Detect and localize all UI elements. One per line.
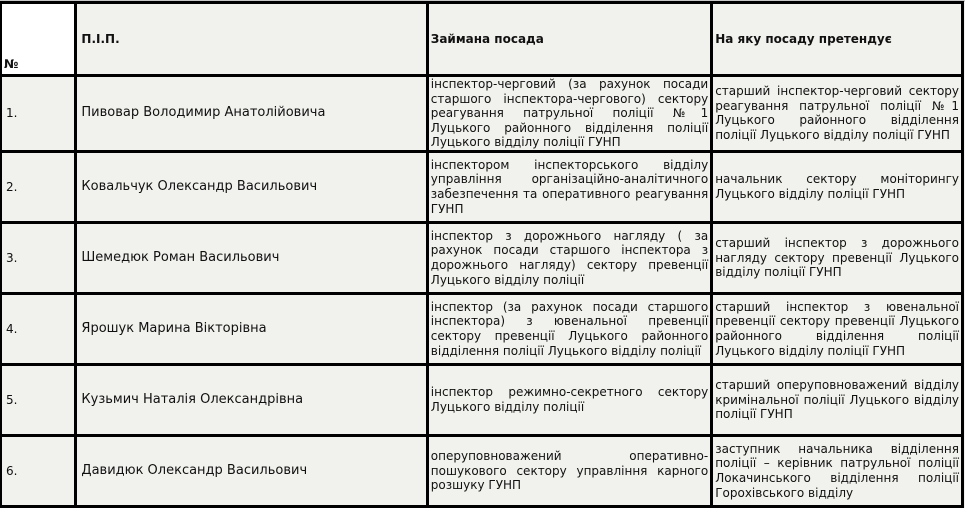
row-current-position-cell[interactable]: інспектор режимно-секретного сектору Луцького відділу поліції <box>427 364 711 435</box>
table-row <box>1 435 963 506</box>
row-name-cell[interactable]: Пивовар Володимир Анатолійовича <box>76 76 427 152</box>
table-row <box>1 364 963 435</box>
row-target-position-cell[interactable]: старший інспектор з дорожнього нагляду сектору превенції Луцького відділу поліції ГУНП <box>712 222 963 293</box>
row-name-cell[interactable]: Кузьмич Наталія Олександрівна <box>76 364 427 435</box>
row-current-position-cell[interactable]: інспектор-черговий (за рахунок посади старшого інспектора-чергового) сектору реагування патрульної поліції №1 Луцького районного відділення поліції Луцького відділу поліції ГУНП <box>427 76 711 152</box>
candidates-table <box>0 1 964 508</box>
header-num-cell[interactable]: № <box>1 3 76 76</box>
row-num-cell[interactable]: 1. <box>1 76 76 152</box>
row-num-cell[interactable]: 4. <box>1 293 76 364</box>
row-target-position-cell[interactable]: заступник начальника відділення поліції – керівник патрульної поліції Локачинського відділення поліції Горохівського відділу <box>712 435 963 506</box>
row-target-position-cell[interactable]: старший оперуповноважений відділу кримінальної поліції Луцького відділу поліції ГУНП <box>712 364 963 435</box>
row-current-position-cell[interactable]: інспектор (за рахунок посади старшого інспектора) з ювенальної превенції сектору превенції Луцького районного відділення поліції Луцького відділу поліції <box>427 293 711 364</box>
table-row <box>1 151 963 222</box>
header-row <box>1 3 963 76</box>
row-num-cell[interactable]: 5. <box>1 364 76 435</box>
row-current-position-cell[interactable]: інспектором інспекторського відділу управління організаційно-аналітичного забезпечення та оперативного реагування ГУНП <box>427 151 711 222</box>
row-name-cell[interactable]: Ярошук Марина Вікторівна <box>76 293 427 364</box>
table-row <box>1 222 963 293</box>
row-name-cell[interactable]: Ковальчук Олександр Васильович <box>76 151 427 222</box>
row-target-position-cell[interactable]: старший інспектор з ювенальної превенції сектору превенції Луцького районного відділення поліції Луцького відділу поліції ГУНП <box>712 293 963 364</box>
row-target-position-cell[interactable]: старший інспектор-черговий сектору реагування патрульної поліції №1 Луцького районного відділення поліції Луцького відділу поліції ГУНП <box>712 76 963 152</box>
row-num-cell[interactable]: 2. <box>1 151 76 222</box>
table-row <box>1 293 963 364</box>
row-num-cell[interactable]: 3. <box>1 222 76 293</box>
table-row <box>1 76 963 152</box>
row-current-position-cell[interactable]: інспектор з дорожнього нагляду ( за рахунок посади старшого інспектора з дорожнього нагляду) сектору превенції Луцького відділу поліції <box>427 222 711 293</box>
row-num-cell[interactable]: 6. <box>1 435 76 506</box>
row-name-cell[interactable]: Шемедюк Роман Васильович <box>76 222 427 293</box>
header-current-position-cell[interactable]: Займана посада <box>427 3 711 76</box>
row-target-position-cell[interactable]: начальник сектору моніторингу Луцького відділу поліції ГУНП <box>712 151 963 222</box>
row-current-position-cell[interactable]: оперуповноважений оперативно-пошукового сектору управління карного розшуку ГУНП <box>427 435 711 506</box>
header-name-cell[interactable]: П.І.П. <box>76 3 427 76</box>
header-target-position-cell[interactable]: На яку посаду претендує <box>712 3 963 76</box>
row-name-cell[interactable]: Давидюк Олександр Васильович <box>76 435 427 506</box>
